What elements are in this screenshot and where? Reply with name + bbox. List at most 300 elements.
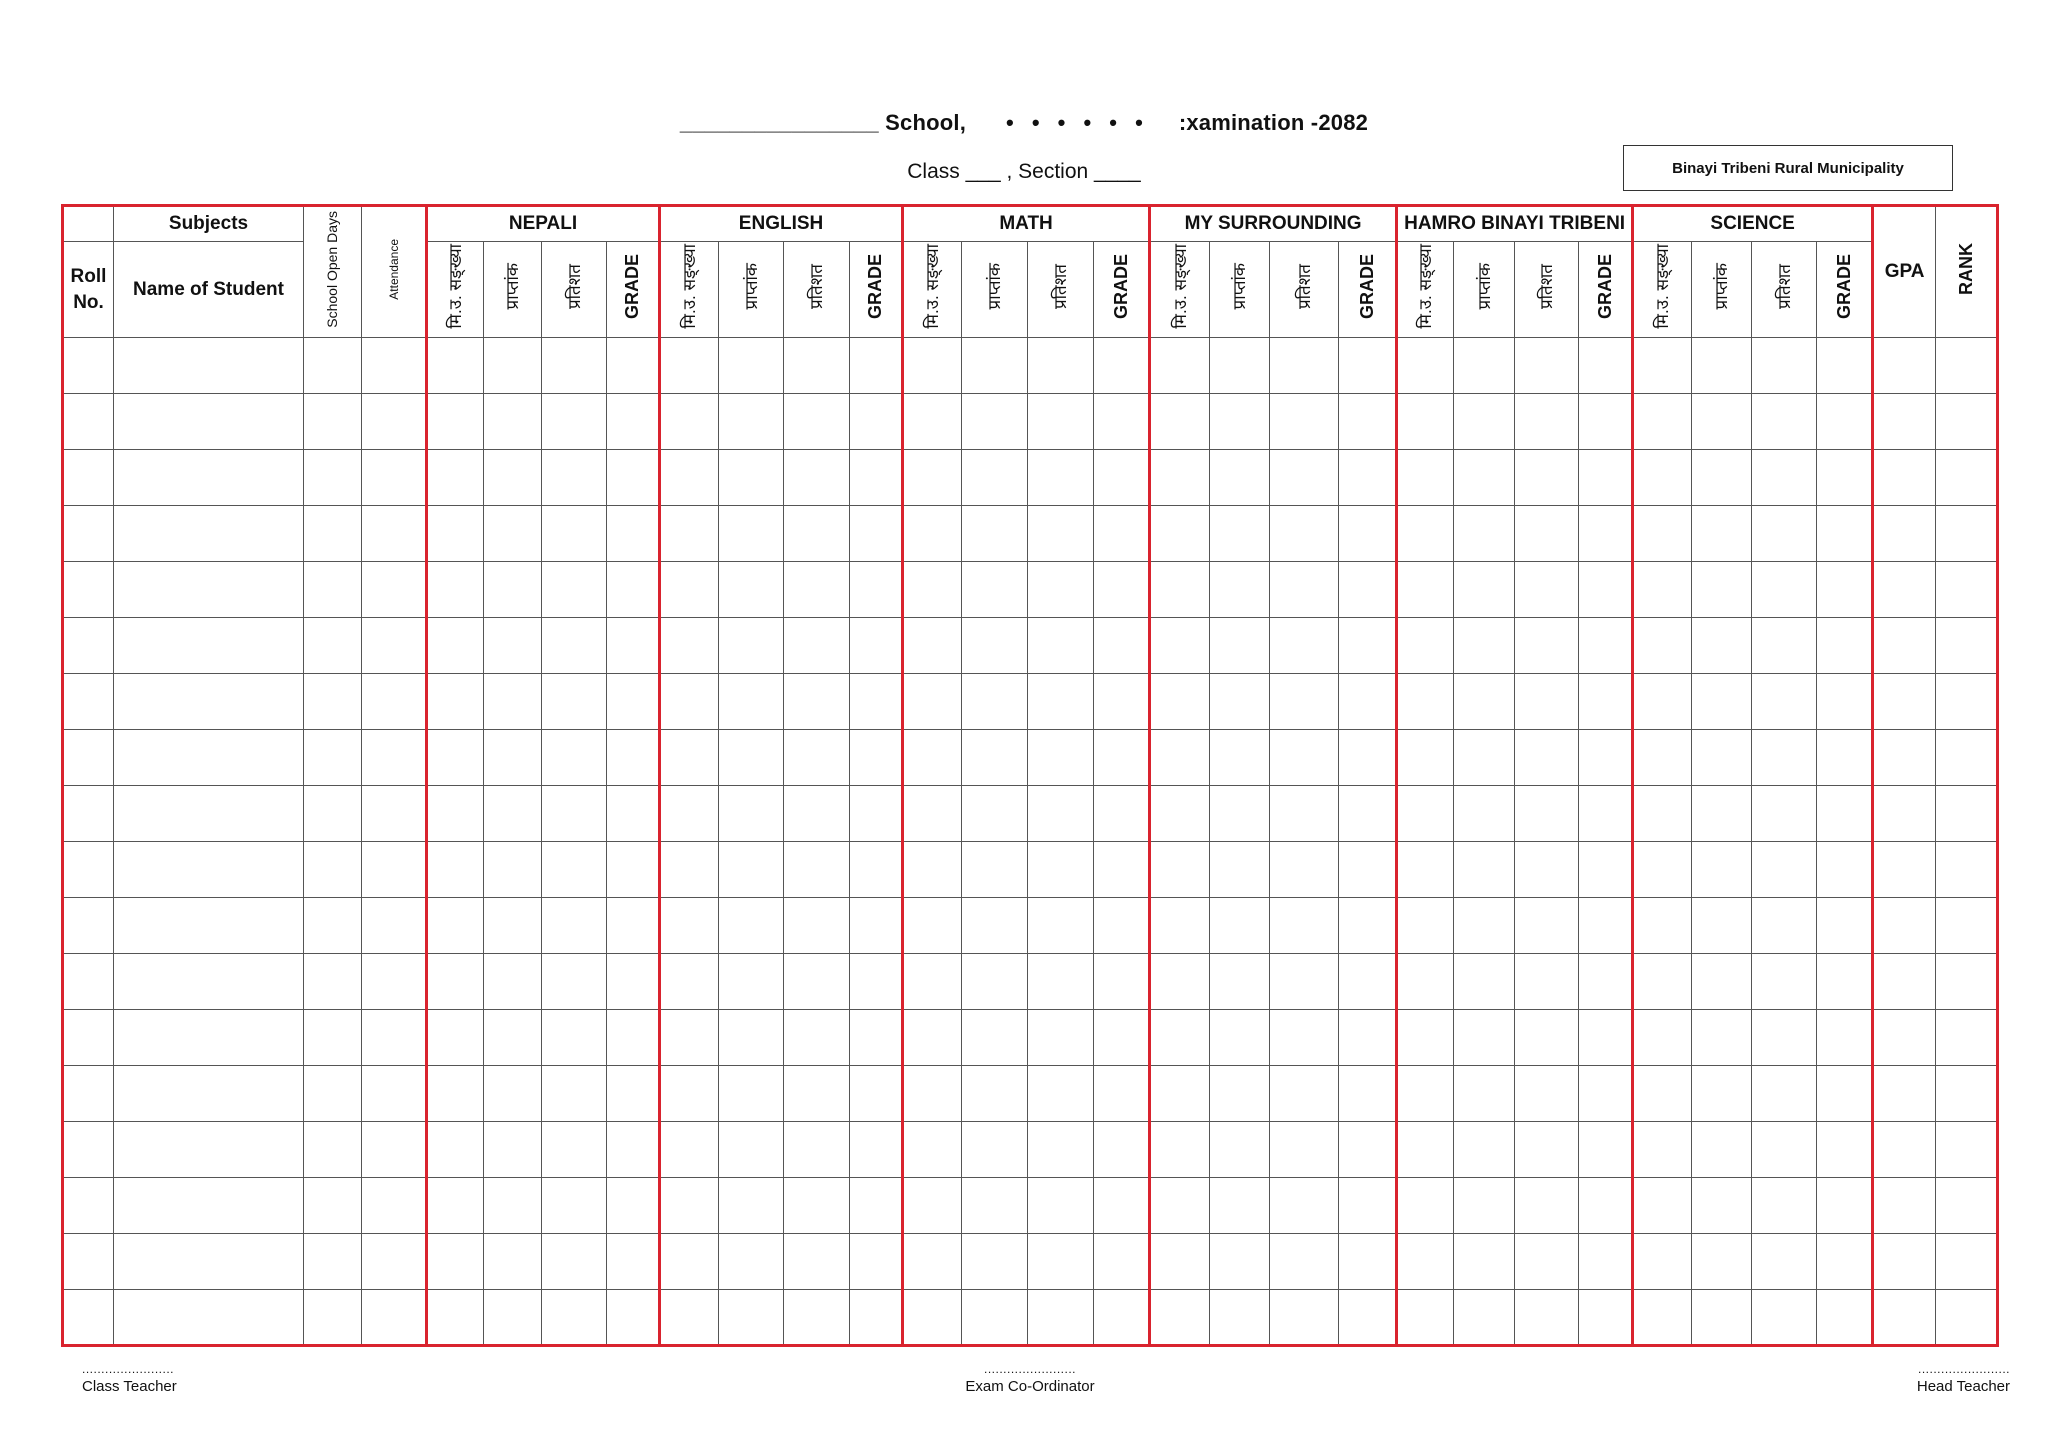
table-cell[interactable]	[1150, 618, 1210, 674]
table-cell[interactable]	[542, 730, 607, 786]
table-cell[interactable]	[1339, 394, 1397, 450]
table-cell[interactable]	[1397, 674, 1454, 730]
table-cell[interactable]	[1633, 618, 1692, 674]
table-cell[interactable]	[607, 618, 660, 674]
table-cell[interactable]	[1692, 1178, 1752, 1234]
table-cell[interactable]	[1633, 1010, 1692, 1066]
table-cell[interactable]	[1028, 618, 1094, 674]
table-cell[interactable]	[1936, 338, 1998, 394]
table-cell[interactable]	[784, 338, 850, 394]
table-cell[interactable]	[1873, 674, 1936, 730]
table-cell[interactable]	[1936, 1066, 1998, 1122]
table-cell[interactable]	[1579, 1234, 1633, 1290]
table-cell[interactable]	[1633, 842, 1692, 898]
table-cell[interactable]	[1936, 1010, 1998, 1066]
table-cell[interactable]	[304, 1010, 362, 1066]
table-cell[interactable]	[304, 1178, 362, 1234]
table-cell[interactable]	[542, 618, 607, 674]
table-cell[interactable]	[1028, 954, 1094, 1010]
table-cell[interactable]	[1210, 730, 1270, 786]
table-cell[interactable]	[1873, 954, 1936, 1010]
table-cell[interactable]	[1817, 842, 1873, 898]
table-cell[interactable]	[304, 786, 362, 842]
table-cell[interactable]	[63, 1010, 114, 1066]
table-cell[interactable]	[1579, 1066, 1633, 1122]
table-cell[interactable]	[427, 674, 484, 730]
table-cell[interactable]	[660, 730, 719, 786]
table-cell[interactable]	[1817, 898, 1873, 954]
table-cell[interactable]	[1873, 1066, 1936, 1122]
table-cell[interactable]	[1454, 786, 1515, 842]
table-cell[interactable]	[1339, 1066, 1397, 1122]
table-cell[interactable]	[114, 618, 304, 674]
table-cell[interactable]	[1397, 450, 1454, 506]
table-cell[interactable]	[63, 1066, 114, 1122]
table-cell[interactable]	[1692, 674, 1752, 730]
table-cell[interactable]	[1692, 1290, 1752, 1346]
table-cell[interactable]	[784, 730, 850, 786]
table-cell[interactable]	[362, 506, 427, 562]
table-cell[interactable]	[1028, 842, 1094, 898]
table-cell[interactable]	[903, 506, 962, 562]
table-cell[interactable]	[542, 1234, 607, 1290]
table-cell[interactable]	[542, 954, 607, 1010]
table-cell[interactable]	[63, 450, 114, 506]
table-cell[interactable]	[1339, 730, 1397, 786]
table-cell[interactable]	[1397, 394, 1454, 450]
table-cell[interactable]	[784, 954, 850, 1010]
table-cell[interactable]	[1454, 562, 1515, 618]
table-cell[interactable]	[1579, 1290, 1633, 1346]
table-cell[interactable]	[1339, 786, 1397, 842]
table-cell[interactable]	[1873, 450, 1936, 506]
table-cell[interactable]	[1817, 450, 1873, 506]
table-cell[interactable]	[962, 1178, 1028, 1234]
table-cell[interactable]	[427, 1010, 484, 1066]
table-cell[interactable]	[1633, 1122, 1692, 1178]
table-cell[interactable]	[660, 1178, 719, 1234]
table-cell[interactable]	[1150, 338, 1210, 394]
table-cell[interactable]	[903, 1178, 962, 1234]
table-cell[interactable]	[1454, 730, 1515, 786]
table-cell[interactable]	[719, 338, 784, 394]
table-cell[interactable]	[63, 954, 114, 1010]
table-cell[interactable]	[850, 1122, 903, 1178]
table-cell[interactable]	[1210, 450, 1270, 506]
table-cell[interactable]	[114, 898, 304, 954]
table-cell[interactable]	[1210, 1290, 1270, 1346]
table-cell[interactable]	[962, 1010, 1028, 1066]
table-cell[interactable]	[607, 674, 660, 730]
table-cell[interactable]	[784, 562, 850, 618]
table-cell[interactable]	[1752, 842, 1817, 898]
table-cell[interactable]	[962, 842, 1028, 898]
table-cell[interactable]	[1270, 1290, 1339, 1346]
table-cell[interactable]	[1817, 1290, 1873, 1346]
table-cell[interactable]	[1633, 1066, 1692, 1122]
table-cell[interactable]	[304, 954, 362, 1010]
table-cell[interactable]	[63, 338, 114, 394]
table-cell[interactable]	[850, 338, 903, 394]
table-cell[interactable]	[542, 1010, 607, 1066]
table-cell[interactable]	[427, 506, 484, 562]
table-cell[interactable]	[1633, 786, 1692, 842]
table-cell[interactable]	[1515, 842, 1579, 898]
table-cell[interactable]	[1028, 898, 1094, 954]
table-cell[interactable]	[962, 674, 1028, 730]
table-cell[interactable]	[63, 730, 114, 786]
table-cell[interactable]	[1817, 338, 1873, 394]
table-cell[interactable]	[542, 674, 607, 730]
table-cell[interactable]	[1817, 506, 1873, 562]
table-cell[interactable]	[1817, 1122, 1873, 1178]
table-cell[interactable]	[1515, 338, 1579, 394]
table-cell[interactable]	[1873, 506, 1936, 562]
table-cell[interactable]	[484, 1234, 542, 1290]
table-cell[interactable]	[1454, 450, 1515, 506]
table-cell[interactable]	[1397, 786, 1454, 842]
table-cell[interactable]	[1692, 730, 1752, 786]
table-cell[interactable]	[1150, 1234, 1210, 1290]
table-cell[interactable]	[1094, 338, 1150, 394]
table-cell[interactable]	[1873, 1010, 1936, 1066]
table-cell[interactable]	[362, 1234, 427, 1290]
table-cell[interactable]	[63, 842, 114, 898]
table-cell[interactable]	[63, 394, 114, 450]
table-cell[interactable]	[903, 450, 962, 506]
table-cell[interactable]	[1270, 954, 1339, 1010]
table-cell[interactable]	[1339, 1290, 1397, 1346]
table-cell[interactable]	[1210, 394, 1270, 450]
table-cell[interactable]	[1094, 1290, 1150, 1346]
table-cell[interactable]	[850, 1010, 903, 1066]
table-cell[interactable]	[660, 1234, 719, 1290]
table-cell[interactable]	[542, 1178, 607, 1234]
table-cell[interactable]	[63, 786, 114, 842]
table-cell[interactable]	[542, 394, 607, 450]
table-cell[interactable]	[1454, 898, 1515, 954]
table-cell[interactable]	[1270, 1010, 1339, 1066]
table-cell[interactable]	[1692, 618, 1752, 674]
table-cell[interactable]	[1817, 1010, 1873, 1066]
table-cell[interactable]	[1752, 674, 1817, 730]
table-cell[interactable]	[1936, 674, 1998, 730]
table-cell[interactable]	[850, 1066, 903, 1122]
table-cell[interactable]	[1579, 1178, 1633, 1234]
table-cell[interactable]	[1579, 338, 1633, 394]
table-cell[interactable]	[1817, 394, 1873, 450]
table-cell[interactable]	[1692, 1066, 1752, 1122]
table-cell[interactable]	[362, 898, 427, 954]
table-cell[interactable]	[1817, 1178, 1873, 1234]
table-cell[interactable]	[1210, 506, 1270, 562]
table-cell[interactable]	[304, 562, 362, 618]
table-cell[interactable]	[962, 450, 1028, 506]
table-cell[interactable]	[1397, 506, 1454, 562]
table-cell[interactable]	[542, 450, 607, 506]
table-cell[interactable]	[1936, 842, 1998, 898]
table-cell[interactable]	[1936, 1178, 1998, 1234]
table-cell[interactable]	[719, 450, 784, 506]
table-cell[interactable]	[1873, 338, 1936, 394]
table-cell[interactable]	[1817, 730, 1873, 786]
table-cell[interactable]	[1397, 562, 1454, 618]
table-cell[interactable]	[1817, 786, 1873, 842]
table-cell[interactable]	[1454, 954, 1515, 1010]
table-cell[interactable]	[427, 338, 484, 394]
table-cell[interactable]	[427, 1122, 484, 1178]
table-cell[interactable]	[1270, 898, 1339, 954]
table-cell[interactable]	[719, 1178, 784, 1234]
table-cell[interactable]	[962, 1290, 1028, 1346]
table-cell[interactable]	[1752, 1290, 1817, 1346]
table-cell[interactable]	[1094, 898, 1150, 954]
table-cell[interactable]	[63, 1178, 114, 1234]
table-cell[interactable]	[660, 786, 719, 842]
table-cell[interactable]	[1028, 1010, 1094, 1066]
table-cell[interactable]	[542, 898, 607, 954]
table-cell[interactable]	[1936, 730, 1998, 786]
table-cell[interactable]	[1094, 1066, 1150, 1122]
table-cell[interactable]	[1515, 730, 1579, 786]
table-cell[interactable]	[304, 842, 362, 898]
table-cell[interactable]	[1692, 338, 1752, 394]
table-cell[interactable]	[607, 562, 660, 618]
table-cell[interactable]	[719, 1066, 784, 1122]
table-cell[interactable]	[362, 786, 427, 842]
table-cell[interactable]	[484, 1290, 542, 1346]
table-cell[interactable]	[1817, 1066, 1873, 1122]
table-cell[interactable]	[484, 1122, 542, 1178]
table-cell[interactable]	[484, 450, 542, 506]
table-cell[interactable]	[484, 954, 542, 1010]
table-cell[interactable]	[1397, 1066, 1454, 1122]
table-cell[interactable]	[1873, 1234, 1936, 1290]
table-cell[interactable]	[1936, 1234, 1998, 1290]
table-cell[interactable]	[114, 450, 304, 506]
table-cell[interactable]	[304, 338, 362, 394]
table-cell[interactable]	[427, 1290, 484, 1346]
table-cell[interactable]	[850, 674, 903, 730]
table-cell[interactable]	[784, 450, 850, 506]
table-cell[interactable]	[114, 1122, 304, 1178]
table-cell[interactable]	[850, 1178, 903, 1234]
table-cell[interactable]	[1210, 1234, 1270, 1290]
table-cell[interactable]	[1397, 730, 1454, 786]
table-cell[interactable]	[427, 450, 484, 506]
table-cell[interactable]	[660, 506, 719, 562]
table-cell[interactable]	[1692, 394, 1752, 450]
table-cell[interactable]	[1150, 1178, 1210, 1234]
table-cell[interactable]	[114, 394, 304, 450]
table-cell[interactable]	[427, 1234, 484, 1290]
table-cell[interactable]	[1454, 842, 1515, 898]
table-cell[interactable]	[719, 954, 784, 1010]
table-cell[interactable]	[1094, 506, 1150, 562]
table-cell[interactable]	[1270, 450, 1339, 506]
table-cell[interactable]	[607, 1122, 660, 1178]
table-cell[interactable]	[1579, 562, 1633, 618]
table-cell[interactable]	[1515, 394, 1579, 450]
table-cell[interactable]	[1633, 1290, 1692, 1346]
table-cell[interactable]	[1817, 618, 1873, 674]
table-cell[interactable]	[114, 1290, 304, 1346]
table-cell[interactable]	[1936, 1122, 1998, 1178]
table-cell[interactable]	[660, 618, 719, 674]
table-cell[interactable]	[1150, 1122, 1210, 1178]
table-cell[interactable]	[1210, 1122, 1270, 1178]
table-cell[interactable]	[850, 786, 903, 842]
table-cell[interactable]	[1270, 1234, 1339, 1290]
table-cell[interactable]	[1339, 898, 1397, 954]
table-cell[interactable]	[903, 1234, 962, 1290]
table-cell[interactable]	[1270, 1178, 1339, 1234]
table-cell[interactable]	[1094, 1122, 1150, 1178]
table-cell[interactable]	[719, 842, 784, 898]
table-cell[interactable]	[903, 786, 962, 842]
table-cell[interactable]	[1270, 674, 1339, 730]
table-cell[interactable]	[1752, 1178, 1817, 1234]
table-cell[interactable]	[1094, 394, 1150, 450]
table-cell[interactable]	[903, 954, 962, 1010]
table-cell[interactable]	[362, 1010, 427, 1066]
table-cell[interactable]	[542, 506, 607, 562]
table-cell[interactable]	[1150, 786, 1210, 842]
table-cell[interactable]	[304, 1234, 362, 1290]
table-cell[interactable]	[1150, 1290, 1210, 1346]
table-cell[interactable]	[1873, 1290, 1936, 1346]
table-cell[interactable]	[850, 562, 903, 618]
table-cell[interactable]	[1397, 842, 1454, 898]
table-cell[interactable]	[660, 674, 719, 730]
table-cell[interactable]	[1515, 1010, 1579, 1066]
table-cell[interactable]	[1339, 562, 1397, 618]
table-cell[interactable]	[304, 1290, 362, 1346]
table-cell[interactable]	[784, 674, 850, 730]
table-cell[interactable]	[903, 562, 962, 618]
table-cell[interactable]	[1210, 1066, 1270, 1122]
table-cell[interactable]	[63, 506, 114, 562]
table-cell[interactable]	[542, 338, 607, 394]
table-cell[interactable]	[1692, 1234, 1752, 1290]
table-cell[interactable]	[1339, 618, 1397, 674]
table-cell[interactable]	[1454, 338, 1515, 394]
table-cell[interactable]	[719, 394, 784, 450]
table-cell[interactable]	[542, 1122, 607, 1178]
table-cell[interactable]	[962, 338, 1028, 394]
table-cell[interactable]	[1028, 450, 1094, 506]
table-cell[interactable]	[1028, 730, 1094, 786]
table-cell[interactable]	[1817, 562, 1873, 618]
table-cell[interactable]	[1515, 1290, 1579, 1346]
table-cell[interactable]	[1028, 786, 1094, 842]
table-cell[interactable]	[114, 954, 304, 1010]
table-cell[interactable]	[903, 1290, 962, 1346]
table-cell[interactable]	[850, 730, 903, 786]
table-cell[interactable]	[1873, 394, 1936, 450]
table-cell[interactable]	[1752, 786, 1817, 842]
table-cell[interactable]	[1515, 506, 1579, 562]
table-cell[interactable]	[63, 562, 114, 618]
table-cell[interactable]	[1397, 954, 1454, 1010]
table-cell[interactable]	[1210, 786, 1270, 842]
table-cell[interactable]	[784, 1234, 850, 1290]
table-cell[interactable]	[1454, 506, 1515, 562]
table-cell[interactable]	[607, 1066, 660, 1122]
table-cell[interactable]	[607, 394, 660, 450]
table-cell[interactable]	[1752, 450, 1817, 506]
table-cell[interactable]	[1752, 1010, 1817, 1066]
table-cell[interactable]	[1579, 1122, 1633, 1178]
table-cell[interactable]	[962, 394, 1028, 450]
table-cell[interactable]	[1633, 338, 1692, 394]
table-cell[interactable]	[484, 730, 542, 786]
table-cell[interactable]	[1752, 1234, 1817, 1290]
table-cell[interactable]	[1270, 730, 1339, 786]
table-cell[interactable]	[1873, 1178, 1936, 1234]
table-cell[interactable]	[1579, 1010, 1633, 1066]
table-cell[interactable]	[719, 562, 784, 618]
table-cell[interactable]	[1270, 842, 1339, 898]
table-cell[interactable]	[1270, 1122, 1339, 1178]
table-cell[interactable]	[304, 394, 362, 450]
table-cell[interactable]	[304, 1066, 362, 1122]
table-cell[interactable]	[114, 730, 304, 786]
table-cell[interactable]	[1692, 1010, 1752, 1066]
table-cell[interactable]	[962, 562, 1028, 618]
table-cell[interactable]	[1873, 1122, 1936, 1178]
table-cell[interactable]	[304, 1122, 362, 1178]
table-cell[interactable]	[1397, 1234, 1454, 1290]
table-cell[interactable]	[607, 898, 660, 954]
table-cell[interactable]	[719, 786, 784, 842]
table-cell[interactable]	[784, 1010, 850, 1066]
table-cell[interactable]	[362, 394, 427, 450]
table-cell[interactable]	[63, 898, 114, 954]
table-cell[interactable]	[1633, 1178, 1692, 1234]
table-cell[interactable]	[1752, 1066, 1817, 1122]
table-cell[interactable]	[1515, 450, 1579, 506]
table-cell[interactable]	[1339, 674, 1397, 730]
table-cell[interactable]	[362, 1178, 427, 1234]
table-cell[interactable]	[362, 730, 427, 786]
table-cell[interactable]	[1094, 618, 1150, 674]
table-cell[interactable]	[1454, 1010, 1515, 1066]
table-cell[interactable]	[1817, 954, 1873, 1010]
table-cell[interactable]	[542, 1066, 607, 1122]
table-cell[interactable]	[1752, 618, 1817, 674]
table-cell[interactable]	[850, 954, 903, 1010]
table-cell[interactable]	[1339, 1122, 1397, 1178]
table-cell[interactable]	[1752, 954, 1817, 1010]
table-cell[interactable]	[1270, 786, 1339, 842]
table-cell[interactable]	[1752, 562, 1817, 618]
table-cell[interactable]	[1150, 562, 1210, 618]
table-cell[interactable]	[1692, 898, 1752, 954]
table-cell[interactable]	[114, 338, 304, 394]
table-cell[interactable]	[903, 394, 962, 450]
table-cell[interactable]	[1752, 394, 1817, 450]
table-cell[interactable]	[427, 618, 484, 674]
table-cell[interactable]	[304, 618, 362, 674]
table-cell[interactable]	[1094, 954, 1150, 1010]
table-cell[interactable]	[719, 1290, 784, 1346]
table-cell[interactable]	[1028, 338, 1094, 394]
table-cell[interactable]	[903, 338, 962, 394]
table-cell[interactable]	[1936, 1290, 1998, 1346]
table-cell[interactable]	[784, 1178, 850, 1234]
table-cell[interactable]	[1515, 674, 1579, 730]
